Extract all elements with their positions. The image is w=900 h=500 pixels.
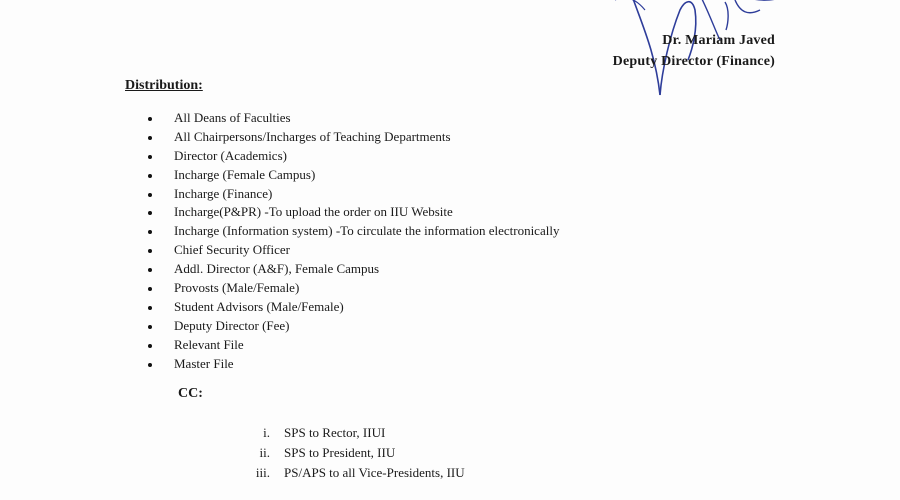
cc-heading: CC: [178, 386, 203, 401]
list-item-text: Relevant File [174, 336, 244, 352]
list-item-text: Incharge (Female Campus) [174, 166, 316, 182]
bullet-icon [148, 174, 152, 178]
list-item-text: Incharge(P&PR) -To upload the order on IIU Website [174, 204, 453, 220]
list-item [144, 355, 559, 374]
cc-item [230, 423, 465, 443]
bullet-icon [148, 249, 152, 253]
list-item [144, 241, 559, 260]
distribution-heading: Distribution: [125, 78, 203, 93]
list-item [144, 166, 559, 185]
signatory-title: Deputy Director (Finance) [612, 54, 775, 69]
bullet-icon [148, 193, 152, 197]
bullet-icon [148, 230, 152, 234]
cc-item-number: iii. [255, 465, 270, 480]
list-item-text: Student Advisors (Male/Female) [174, 298, 344, 314]
list-item [144, 222, 559, 241]
list-item [144, 260, 559, 279]
bullet-icon [148, 211, 152, 215]
list-item-text: Chief Security Officer [174, 242, 290, 258]
list-item [144, 109, 559, 128]
cc-item-number: i. [263, 425, 270, 440]
list-item-text: Master File [174, 355, 234, 371]
bullet-icon [148, 287, 152, 291]
cc-item-text: SPS to President, IIU [284, 445, 396, 460]
list-item-text: Incharge (Information system) -To circulate the information electronically [174, 223, 560, 239]
bullet-icon [148, 155, 152, 159]
cc-item-text: PS/APS to all Vice-Presidents, IIU [284, 465, 465, 480]
list-item [144, 147, 559, 166]
cc-item [230, 463, 465, 483]
cc-item-text: SPS to Rector, IIUI [284, 425, 386, 440]
list-item [144, 128, 559, 147]
list-item-text: Addl. Director (A&F), Female Campus [174, 261, 380, 277]
bullet-icon [148, 136, 152, 140]
list-item-text: All Deans of Faculties [174, 110, 291, 125]
bullet-icon [148, 117, 152, 121]
bullet-icon [148, 306, 152, 310]
bullet-icon [148, 344, 152, 348]
list-item [144, 185, 559, 204]
distribution-list [144, 109, 559, 373]
list-item-text: Deputy Director (Fee) [174, 317, 290, 333]
cc-item [230, 443, 465, 463]
handwritten-signature [600, 0, 800, 100]
bullet-icon [148, 363, 152, 367]
list-item-text: Incharge (Finance) [174, 185, 273, 201]
list-item [144, 203, 559, 222]
cc-item-number: ii. [259, 445, 270, 460]
bullet-icon [148, 325, 152, 329]
signatory-name: Dr. Mariam Javed [662, 33, 775, 48]
list-item [144, 317, 559, 336]
list-item-text: All Chairpersons/Incharges of Teaching Departments [174, 128, 451, 144]
list-item-text: Director (Academics) [174, 147, 287, 163]
cc-list [230, 423, 465, 483]
list-item [144, 336, 559, 355]
list-item-text: Provosts (Male/Female) [174, 280, 300, 296]
list-item [144, 279, 559, 298]
list-item [144, 298, 559, 317]
bullet-icon [148, 268, 152, 272]
